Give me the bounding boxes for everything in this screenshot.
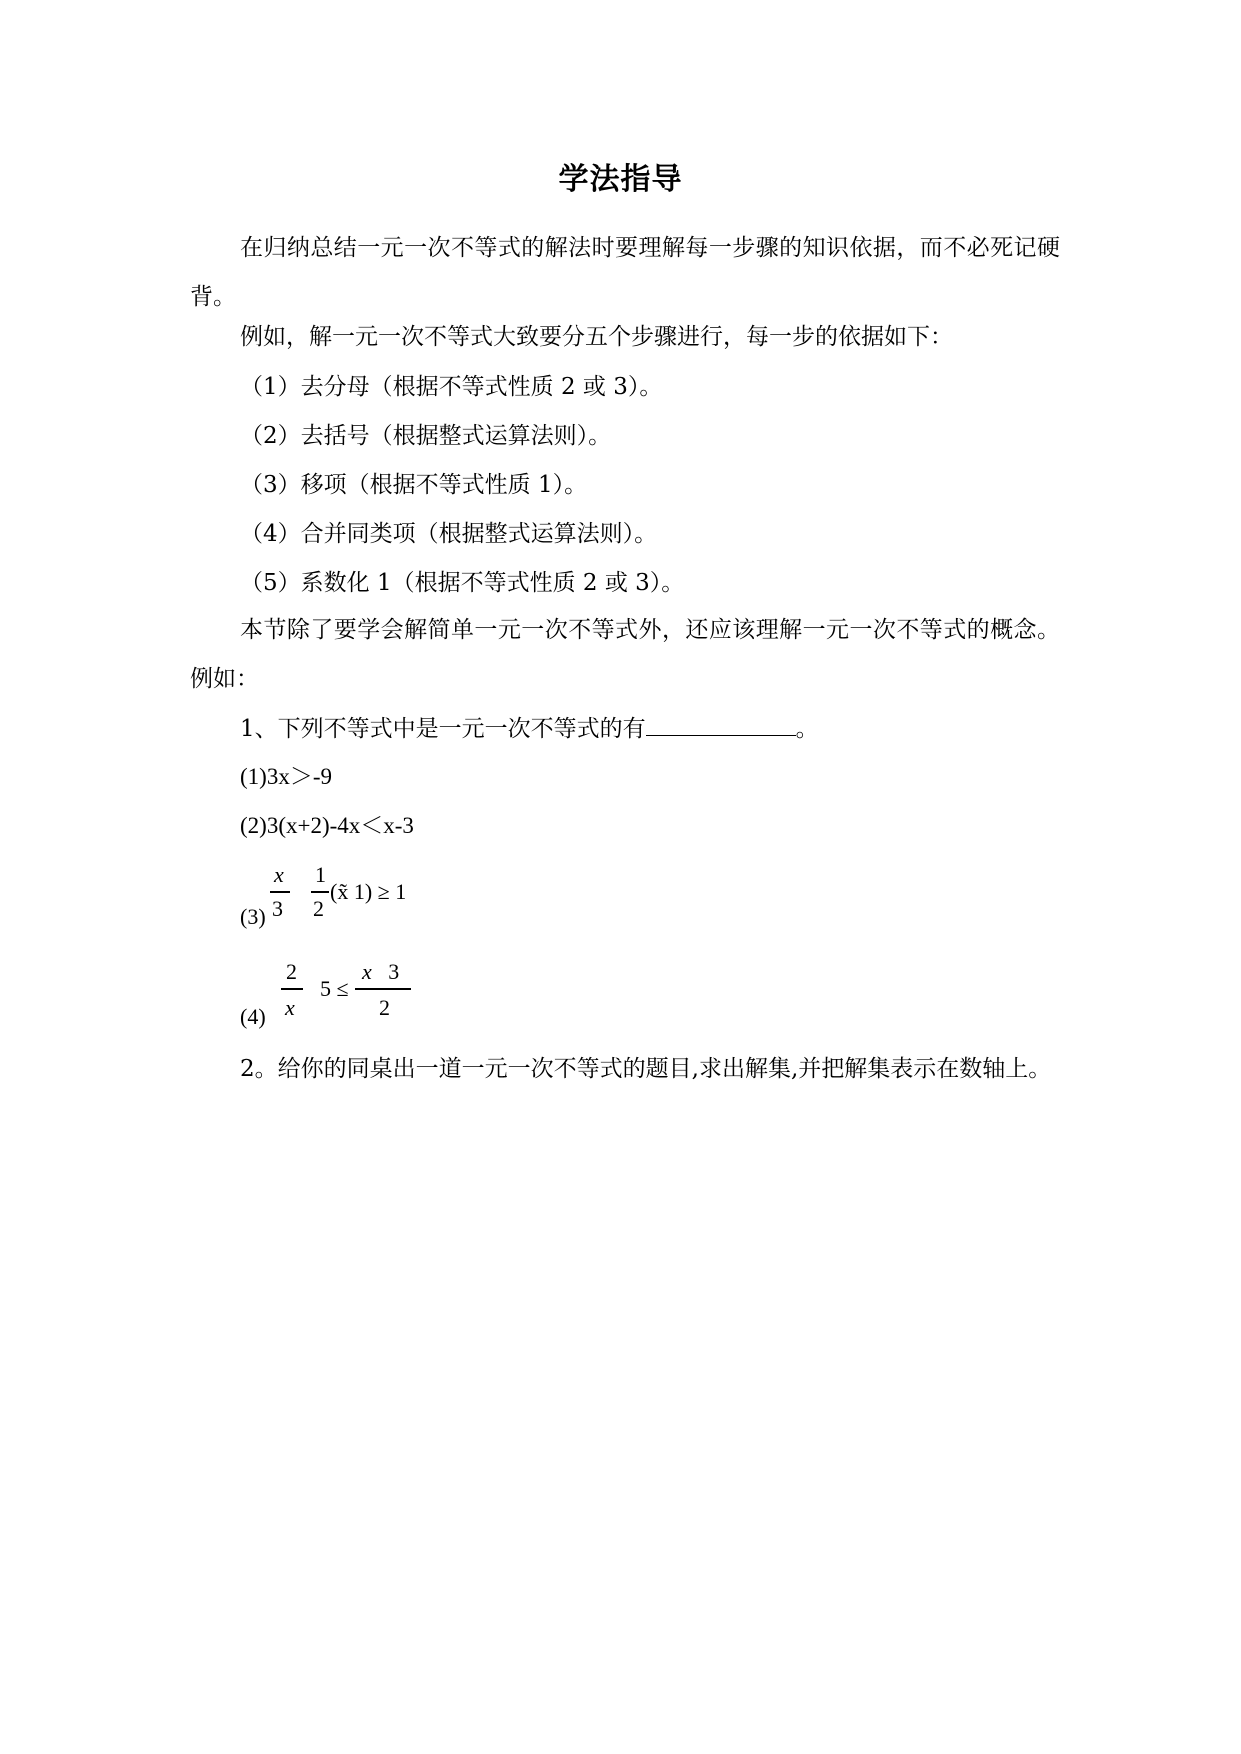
frac-a-numerator: x [274, 862, 284, 887]
example-intro: 例如，解一元一次不等式大致要分五个步骤进行，每一步的依据如下： [240, 324, 953, 350]
formula-3-tail: (x̃ 1) ≥ 1 [330, 879, 407, 904]
option-2: (2)3(x+2)-4x＜x-3 [240, 813, 414, 838]
option-4-label: (4) [240, 1004, 266, 1029]
formula-4-mid: 5 ≤ [320, 976, 349, 1001]
question-1-end: 。 [795, 716, 819, 742]
answer-blank [646, 713, 796, 736]
frac-a-denominator: 3 [272, 896, 283, 921]
step-1: （1）去分母（根据不等式性质 2 或 3）。 [240, 374, 663, 400]
frac-d-numerator: x 3 [362, 959, 400, 984]
question-1-text: 1、下列不等式中是一元一次不等式的有 [240, 716, 646, 742]
frac-d-bar [355, 988, 411, 990]
step-3: （3）移项（根据不等式性质 1）。 [240, 472, 588, 498]
frac-c-numerator: 2 [286, 959, 297, 984]
step-2: （2）去括号（根据整式运算法则）。 [240, 423, 612, 449]
document-title: 学法指导 [558, 162, 683, 197]
frac-c-denominator: x [285, 995, 295, 1020]
frac-d-denominator: 2 [379, 995, 390, 1020]
question-2: 2。给你的同桌出一道一元一次不等式的题目,求出解集,并把解集表示在数轴上。 [240, 1056, 1052, 1082]
frac-a-bar [270, 891, 290, 893]
option-1: (1)3x＞-9 [240, 764, 332, 789]
frac-c-bar [281, 988, 303, 990]
intro-paragraph: 在归纳总结一元一次不等式的解法时要理解每一步骤的知识依据，而不必死记硬背。 [190, 235, 1060, 310]
frac-b-numerator: 1 [315, 862, 326, 887]
step-5: （5）系数化 1（根据不等式性质 2 或 3）。 [240, 570, 685, 596]
concept-paragraph: 本节除了要学会解简单一元一次不等式外，还应该理解一元一次不等式的概念。 例如： [190, 617, 1060, 692]
question-1 [240, 713, 819, 744]
step-4: （4）合并同类项（根据整式运算法则）。 [240, 521, 658, 547]
frac-b-bar [311, 891, 329, 893]
option-3-label: (3) [240, 904, 266, 929]
frac-b-denominator: 2 [313, 896, 324, 921]
